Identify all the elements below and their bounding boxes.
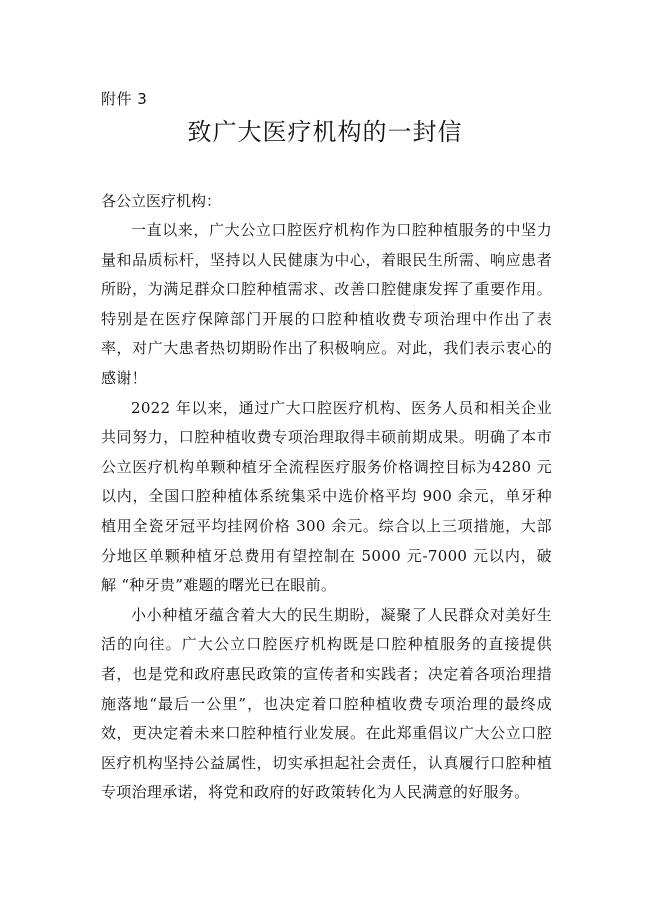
paragraph-1: 一直以来，广大公立口腔医疗机构作为口腔种植服务的中坚力量和品质标杆，坚持以人民健康为中心，着眼民生所需、响应患者所盼，为满足群众口腔种植需求、改善口腔健康发挥了重要作用。特别是在医疗保障部门开展的口腔种植收费专项治理中作出了表率，对广大患者热切期盼作出了积极响应。对此，我们表示衷心的感谢！ bbox=[101, 221, 552, 387]
paragraph-3: 小小种植牙蕴含着大大的民生期盼，凝聚了人民群众对美好生活的向往。广大公立口腔医疗机构既是口腔种植服务的直接提供者，也是党和政府惠民政策的宣传者和实践者；决定着各项治理措施落地“最后一公里”，也决定着口腔种植收费专项治理的最终成效，更决定着未来口腔种植行业发展。在此郑重倡议广大公立口腔医疗机构坚持公益属性，切实承担起社会责任，认真履行口腔种植专项治理承诺，将党和政府的好政策转化为人民满意的好服务。 bbox=[101, 605, 552, 802]
letter-body bbox=[101, 216, 552, 808]
document-title: 致广大医疗机构的一封信 bbox=[187, 118, 463, 146]
attachment-label: 附件 3 bbox=[101, 90, 148, 108]
paragraph-2: 2022 年以来，通过广大口腔医疗机构、医务人员和相关企业共同努力，口腔种植收费专项治理取得丰硕前期成果。明确了本市公立医疗机构单颗种植牙全流程医疗服务价格调控目标为4280 元以内，全国口腔种植体系统集采中选价格平均 900 余元，单牙种植用全瓷牙冠平均挂网价格 300 余元。综合以上三项措施，大部分地区单颗种植牙总费用有望控制在 5000 元-7000 元以内，破解 “种牙贵”难题的曙光已在眼前。 bbox=[101, 398, 552, 595]
salutation: 各公立医疗机构： bbox=[101, 192, 222, 210]
